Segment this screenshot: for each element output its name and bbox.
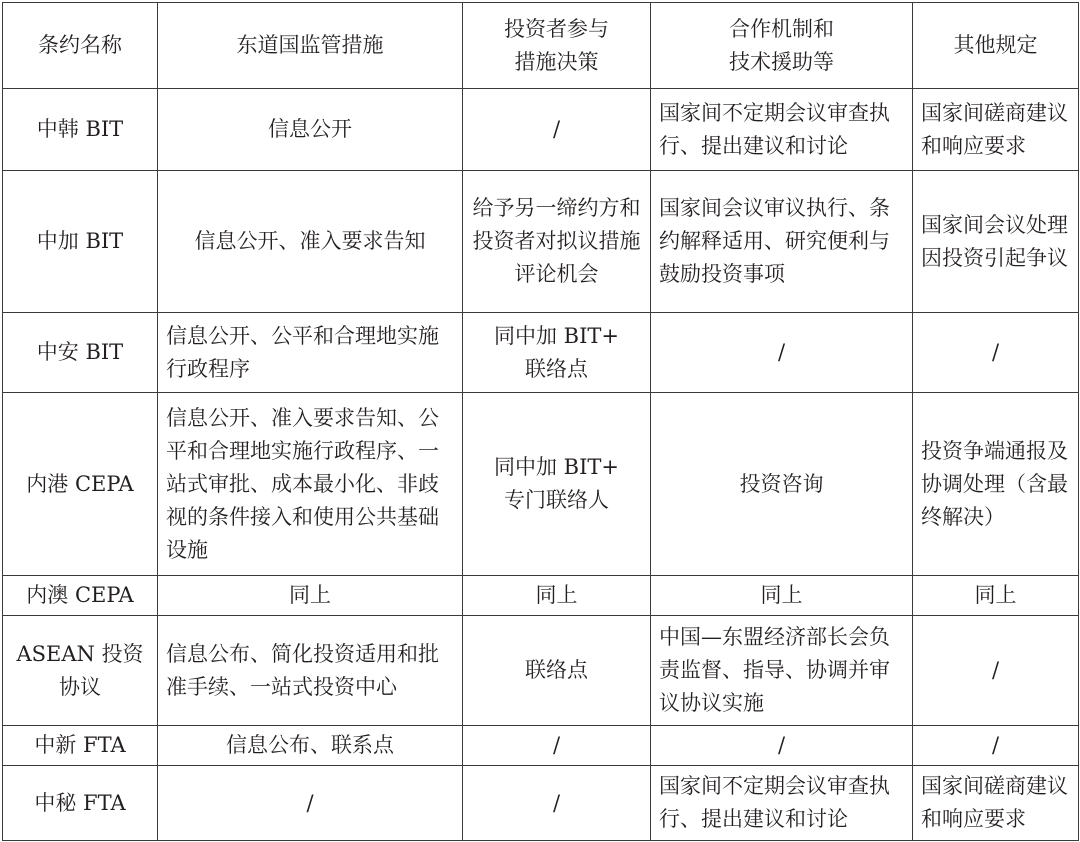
table-cell: / bbox=[651, 726, 913, 766]
header-other-provisions: 其他规定 bbox=[913, 3, 1079, 89]
table-cell: 给予另一缔约方和投资者对拟议措施评论机会 bbox=[463, 171, 651, 313]
treaty-name-cell: 内澳 CEPA bbox=[3, 576, 158, 616]
treaty-name-cell: 中新 FTA bbox=[3, 726, 158, 766]
table-cell: / bbox=[463, 726, 651, 766]
table-cell: 信息公布、联系点 bbox=[158, 726, 463, 766]
table-cell: 同上 bbox=[463, 576, 651, 616]
header-cooperation-mechanism: 合作机制和 技术援助等 bbox=[651, 3, 913, 89]
header-investor-participation: 投资者参与 措施决策 bbox=[463, 3, 651, 89]
table-cell: 国家间磋商建议和响应要求 bbox=[913, 766, 1079, 841]
table-cell: 同上 bbox=[158, 576, 463, 616]
table-row bbox=[3, 171, 1079, 313]
table-cell: 信息公开、公平和合理地实施行政程序 bbox=[158, 313, 463, 393]
table-cell: / bbox=[913, 616, 1079, 726]
treaty-name-cell: 中加 BIT bbox=[3, 171, 158, 313]
table-cell: / bbox=[913, 726, 1079, 766]
table-cell: 联络点 bbox=[463, 616, 651, 726]
table-cell: 投资争端通报及协调处理（含最终解决） bbox=[913, 393, 1079, 576]
treaty-name-cell: 中安 BIT bbox=[3, 313, 158, 393]
table-row bbox=[3, 313, 1079, 393]
treaty-name-cell: 中韩 BIT bbox=[3, 89, 158, 171]
table-cell: 同中加 BIT+ 专门联络人 bbox=[463, 393, 651, 576]
table-cell: 国家间不定期会议审查执行、提出建议和讨论 bbox=[651, 766, 913, 841]
table-row bbox=[3, 576, 1079, 616]
table-cell: / bbox=[651, 313, 913, 393]
table-cell: 中国—东盟经济部长会负责监督、指导、协调并审议协议实施 bbox=[651, 616, 913, 726]
table-cell: 信息公开、准入要求告知 bbox=[158, 171, 463, 313]
table-cell: 国家间会议审议执行、条约解释适用、研究便利与鼓励投资事项 bbox=[651, 171, 913, 313]
treaty-name-cell: 内港 CEPA bbox=[3, 393, 158, 576]
table-cell: / bbox=[463, 766, 651, 841]
table-cell: 国家间磋商建议和响应要求 bbox=[913, 89, 1079, 171]
table-cell: 同上 bbox=[651, 576, 913, 616]
table-cell: 同中加 BIT+ 联络点 bbox=[463, 313, 651, 393]
table-cell: 信息公布、简化投资适用和批准手续、一站式投资中心 bbox=[158, 616, 463, 726]
treaty-name-cell: 中秘 FTA bbox=[3, 766, 158, 841]
table-row bbox=[3, 616, 1079, 726]
table-cell: / bbox=[158, 766, 463, 841]
table-row bbox=[3, 766, 1079, 841]
table-row bbox=[3, 89, 1079, 171]
table-cell: 信息公开、准入要求告知、公平和合理地实施行政程序、一站式审批、成本最小化、非歧视的条件接入和使用公共基础设施 bbox=[158, 393, 463, 576]
table-row bbox=[3, 393, 1079, 576]
table-row bbox=[3, 726, 1079, 766]
table-cell: 国家间会议处理因投资引起争议 bbox=[913, 171, 1079, 313]
table-cell: 信息公开 bbox=[158, 89, 463, 171]
header-row bbox=[3, 3, 1079, 89]
table-cell: / bbox=[913, 313, 1079, 393]
table-cell: / bbox=[463, 89, 651, 171]
table-cell: 投资咨询 bbox=[651, 393, 913, 576]
header-host-state-measures: 东道国监管措施 bbox=[158, 3, 463, 89]
treaty-comparison-table bbox=[2, 2, 1079, 841]
table-cell: 同上 bbox=[913, 576, 1079, 616]
header-treaty-name: 条约名称 bbox=[3, 3, 158, 89]
table-cell: 国家间不定期会议审查执行、提出建议和讨论 bbox=[651, 89, 913, 171]
treaty-name-cell: ASEAN 投资协议 bbox=[3, 616, 158, 726]
